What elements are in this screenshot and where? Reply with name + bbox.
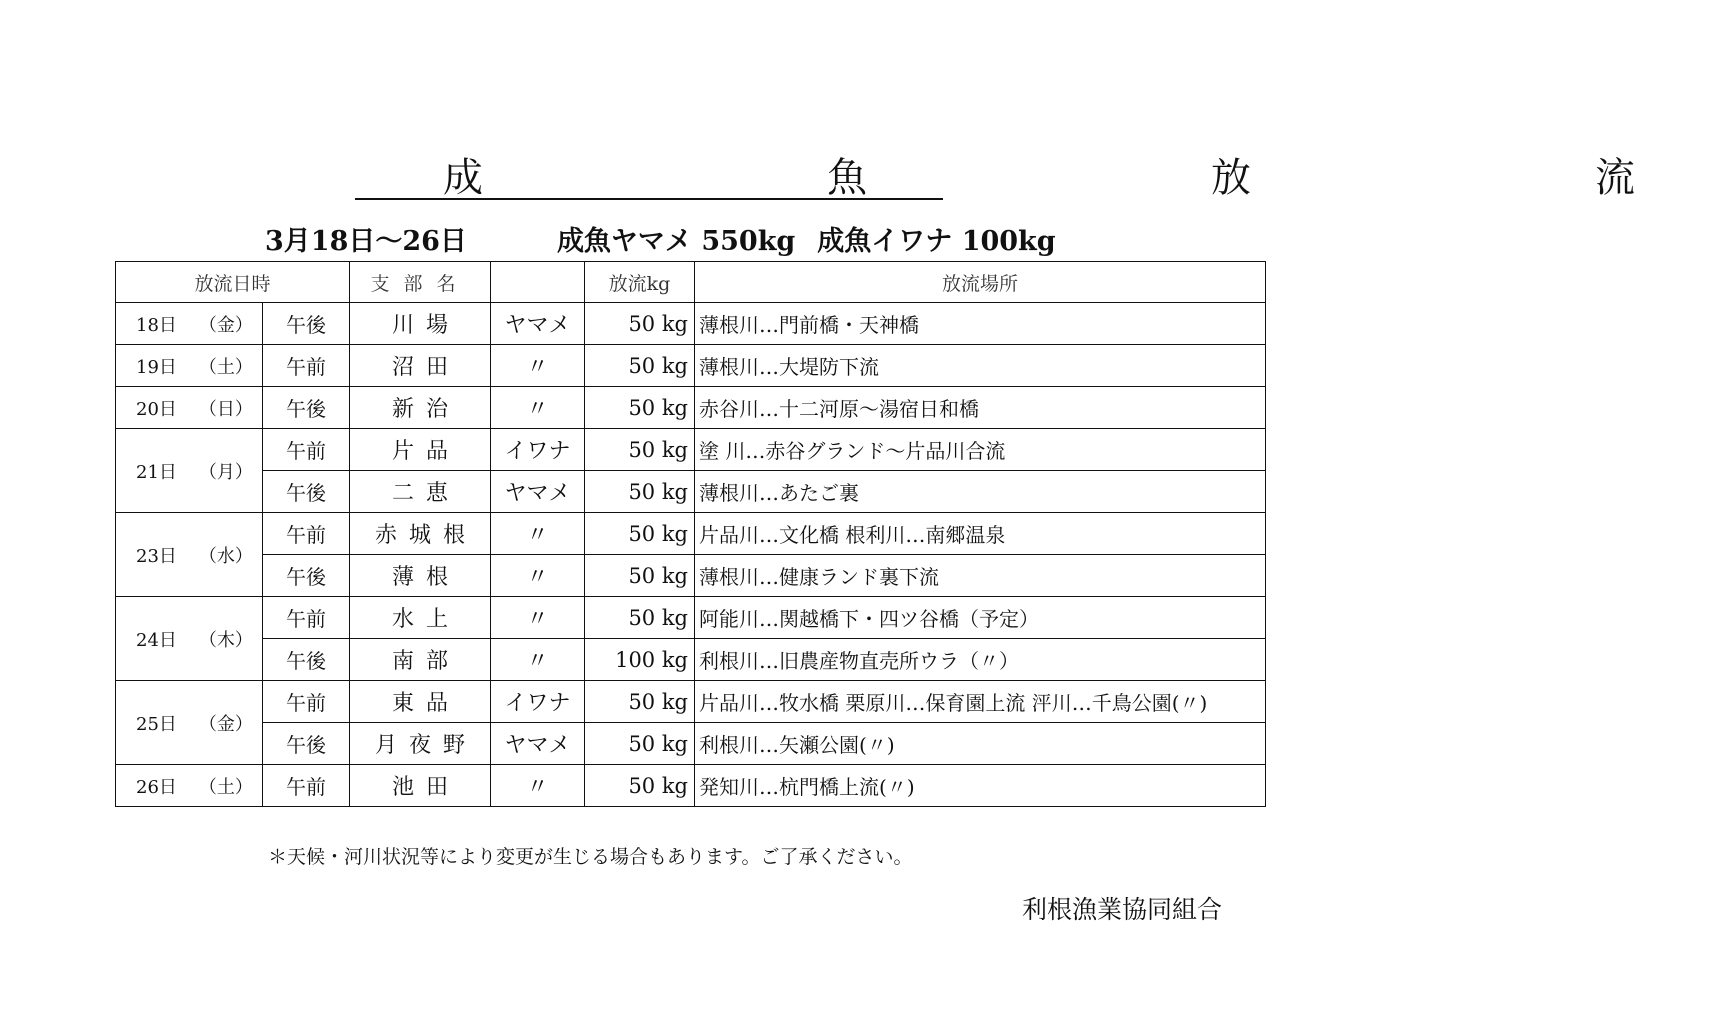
fish-type: 〃 [491,345,585,387]
release-weekday: （水） [198,545,253,567]
table-row [116,387,1266,429]
release-location: 赤谷川…十二河原～湯宿日和橋 [695,387,1266,429]
branch-name: 川場 [350,303,491,345]
header-place: 放流場所 [695,262,1266,303]
release-weekday: （金） [198,713,253,735]
table-row [116,723,1266,765]
table-row [116,639,1266,681]
branch-name: 南部 [350,639,491,681]
release-location: 発知川…杭門橋上流(〃) [695,765,1266,807]
release-period: 3月18日～26日 [265,226,467,257]
release-time: 午後 [263,723,350,765]
table-row [116,303,1266,345]
table-row [116,471,1266,513]
release-amount: 50 kg [585,597,695,639]
release-time: 午前 [263,345,350,387]
release-amount: 50 kg [585,765,695,807]
table-row [116,555,1266,597]
release-weekday: （土） [198,776,253,798]
release-date-cell [116,429,263,513]
table-row [116,345,1266,387]
fish-type: 〃 [491,513,585,555]
disclaimer-note: ＊天候・河川状況等により変更が生じる場合もあります。ご了承ください。 [268,846,913,868]
fish-type: 〃 [491,387,585,429]
table-row [116,597,1266,639]
release-amount: 50 kg [585,555,695,597]
release-day: 20日 [136,398,177,420]
release-time: 午後 [263,639,350,681]
table-row [116,513,1266,555]
release-amount: 50 kg [585,429,695,471]
release-day: 26日 [136,776,177,798]
release-location: 利根川…旧農産物直売所ウラ（〃） [695,639,1266,681]
release-summary [265,222,1056,262]
release-weekday: （月） [198,461,253,483]
release-date-cell [116,303,263,345]
branch-name: 薄根 [350,555,491,597]
branch-name: 東品 [350,681,491,723]
branch-name: 二恵 [350,471,491,513]
release-location: 塗 川…赤谷グランド～片品川合流 [695,429,1266,471]
table-row [116,765,1266,807]
release-time: 午後 [263,303,350,345]
header-datetime: 放流日時 [116,262,350,303]
release-weekday: （金） [198,314,253,336]
branch-name: 月夜野 [350,723,491,765]
release-weekday: （土） [198,356,253,378]
release-time: 午後 [263,387,350,429]
release-amount: 50 kg [585,681,695,723]
release-time: 午後 [263,555,350,597]
release-amount: 50 kg [585,387,695,429]
branch-name: 沼田 [350,345,491,387]
release-amount: 50 kg [585,513,695,555]
release-weekday: （日） [198,398,253,420]
release-amount: 50 kg [585,345,695,387]
table-row [116,429,1266,471]
release-location: 薄根川…あたご裏 [695,471,1266,513]
release-amount: 100 kg [585,639,695,681]
fish-type: 〃 [491,765,585,807]
release-location: 阿能川…関越橋下・四ツ谷橋（予定） [695,597,1266,639]
release-location: 薄根川…健康ランド裏下流 [695,555,1266,597]
release-date-cell [116,387,263,429]
release-time: 午前 [263,429,350,471]
header-kg: 放流kg [585,262,695,303]
fish-type: 〃 [491,597,585,639]
organization-name: 利根漁業協同組合 [1022,895,1223,924]
table-row [116,681,1266,723]
release-location: 片品川…文化橋 根利川…南郷温泉 [695,513,1266,555]
release-location: 薄根川…門前橋・天神橋 [695,303,1266,345]
release-location: 片品川…牧水橋 栗原川…保育園上流 泙川…千鳥公園(〃) [695,681,1266,723]
release-day: 21日 [136,461,177,483]
release-day: 23日 [136,545,177,567]
release-day: 25日 [136,713,177,735]
branch-name: 池田 [350,765,491,807]
release-time: 午前 [263,765,350,807]
release-weekday: （木） [198,629,253,651]
table-header-row [116,262,1266,303]
release-amount: 50 kg [585,303,695,345]
fish-type: 〃 [491,639,585,681]
release-day: 24日 [136,629,177,651]
branch-name: 赤城根 [350,513,491,555]
release-location: 薄根川…大堤防下流 [695,345,1266,387]
yamame-total: 成魚ヤマメ 550kg [556,226,796,257]
release-amount: 50 kg [585,471,695,513]
release-date-cell [116,765,263,807]
fish-type: イワナ [491,681,585,723]
header-branch: 支部名 [350,262,491,303]
release-day: 18日 [136,314,177,336]
release-time: 午後 [263,471,350,513]
release-date-cell [116,513,263,597]
fish-type: 〃 [491,555,585,597]
header-fish [491,262,585,303]
fish-type: ヤマメ [491,303,585,345]
document-title: 成 魚 放 流 [355,150,943,200]
release-date-cell [116,681,263,765]
release-time: 午前 [263,513,350,555]
fish-type: イワナ [491,429,585,471]
release-time: 午前 [263,597,350,639]
release-location: 利根川…矢瀬公園(〃) [695,723,1266,765]
fish-type: ヤマメ [491,471,585,513]
release-day: 19日 [136,356,177,378]
iwana-total: 成魚イワナ 100kg [817,226,1056,257]
release-date-cell [116,345,263,387]
release-amount: 50 kg [585,723,695,765]
release-schedule-table [115,261,1266,807]
branch-name: 新治 [350,387,491,429]
release-date-cell [116,597,263,681]
branch-name: 水上 [350,597,491,639]
branch-name: 片品 [350,429,491,471]
fish-type: ヤマメ [491,723,585,765]
release-time: 午前 [263,681,350,723]
